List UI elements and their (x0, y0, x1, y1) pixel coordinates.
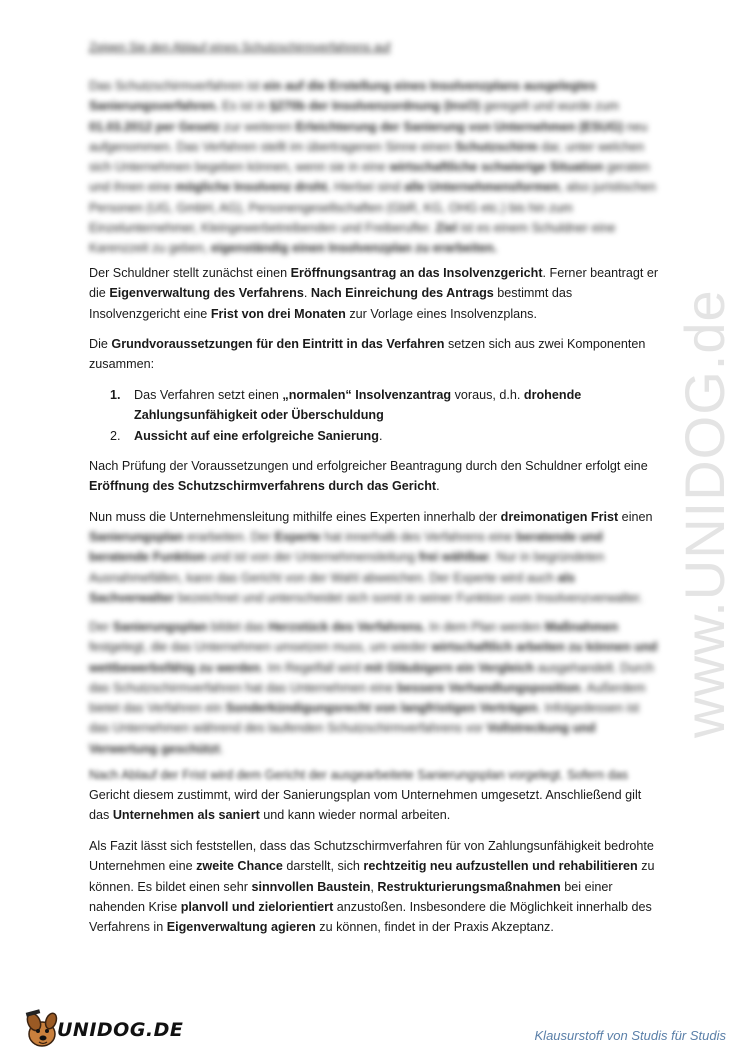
text-run: , also juristischen Personen (UG, GmbH, AG), Personengesellschaften (GbR, KG, OHG etc.) bis hin zum Einzelunternehmer, Kleingewerbetreibenden und Freiberufler. (89, 180, 656, 236)
bold-text: Sanierungsplan (89, 530, 184, 544)
text-run: In dem Plan werden (425, 620, 545, 634)
text-run: Als Fazit lässt sich feststellen, dass das Schutzschirmverfahren für von Zahlungsunfähigkeit bedrohte Unternehmen eine (89, 839, 654, 874)
text-run: festgelegt, die das Unternehmen umsetzen muss, um wieder (89, 640, 432, 655)
paragraph-fristablauf-visible (89, 785, 659, 826)
bold-text: Sanierungsplan (112, 620, 208, 634)
paragraph-sanierungsplan-blurred (89, 617, 659, 759)
paragraph-experte-blurred (89, 527, 659, 608)
bold-text: dreimonatigen Frist (500, 510, 619, 524)
text-run: Hierbei sind (330, 180, 404, 195)
bold-text: mögliche Insolvenz droht. (175, 180, 331, 195)
text-run: hat innerhalb des Verfahrens eine (320, 530, 517, 544)
text-run: Es ist in (218, 99, 270, 114)
dog-logo-icon (22, 1007, 62, 1049)
text-run: anzustoßen. Insbesondere die Möglichkeit innerhalb des Verfahrens in (89, 899, 652, 935)
paragraph-experte-visible (89, 507, 659, 527)
bold-text: als Sachverwalter (89, 570, 576, 605)
text-run: Die (89, 337, 112, 351)
text-run: . Im Regelfall wird (260, 660, 365, 675)
text-run: . Außerdem bietet das Verfahren ein (89, 680, 646, 716)
text-run: . (219, 741, 224, 756)
bold-text: drohende Zahlungsunfähigkeit oder Überschuldung (134, 388, 582, 423)
bold-text: „normalen“ Insolvenzantrag (282, 388, 452, 402)
bold-text: mit Gläubigern ein Vergleich (364, 660, 535, 675)
text-run: . (378, 428, 383, 443)
text-run: geregelt und wurde zum (480, 99, 619, 114)
bold-text: 01.03.2012 per Gesetz (89, 119, 220, 134)
paragraph-intro-blurred (89, 76, 659, 259)
text-run: . Ferner beantragt er die (89, 266, 659, 301)
text-run: bestimmt das Insolvenzgericht eine (89, 286, 573, 321)
paragraph-eroeffnung (89, 456, 659, 497)
text-run: Das Verfahren setzt einen (134, 388, 283, 402)
bold-text: Frist von drei Monaten (210, 306, 346, 321)
list-item-number: 1. (110, 388, 121, 402)
bold-text: Maßnahmen (544, 620, 619, 634)
list-item (110, 426, 660, 446)
text-run: setzen sich aus zwei Komponenten zusammen: (89, 337, 646, 372)
bold-text: Eröffnung des Schutzschirmverfahrens durch das Gericht (89, 479, 437, 494)
bold-text: Erleichterung der Sanierung von Unternehmen (ESUG) (295, 119, 624, 134)
bold-text: eigenständig einen Insolvenzplan zu erarbeiten. (210, 241, 498, 256)
bold-text: frei wählbar (418, 550, 490, 565)
text-run: bildet das (207, 620, 269, 634)
bold-text: planvoll und zielorientiert (180, 899, 334, 914)
text-run: bei einer nahenden Krise (89, 879, 613, 914)
text-run: einen (618, 510, 653, 524)
bold-text: Experte (274, 530, 321, 544)
requirements-list (110, 385, 660, 446)
text-run: . Nur in begründeten Ausnahmefällen, kann das Gericht von der Wahl abweichen. Der Experte wird auch (89, 550, 605, 585)
text-run: voraus, d.h. (451, 388, 524, 402)
bold-text: Ziel (435, 221, 458, 236)
bold-text: ein auf die Erstellung eines Insolvenzplans ausgelegtes Sanierungsverfahren. (89, 79, 597, 114)
paragraph-grundvoraussetzungen (89, 334, 659, 375)
bold-text: Grundvoraussetzungen für den Eintritt in das Verfahren (111, 337, 445, 351)
bold-text: wirtschaftlich arbeiten zu können und wettbewerbsfähig zu werden (89, 640, 658, 675)
text-run: ausgehandelt. Durch das Schutzschirmverfahren hat das Unternehmen eine (89, 660, 654, 695)
watermark: www.UNIDOG.de (673, 289, 736, 738)
list-item-number: 2. (110, 428, 121, 443)
bold-text: alle Unternehmensformen (403, 180, 560, 195)
text-run: , (370, 879, 378, 894)
text-run: geraten und ihnen eine (89, 160, 650, 195)
text-run: darstellt, sich (282, 859, 364, 874)
list-item-text (134, 429, 382, 443)
text-run: zur weiteren (219, 119, 296, 134)
logo-text: UNIDOG.DE (57, 1019, 184, 1041)
text-run: neu aufgenommen. Das Verfahren stellt im übertragenen Sinne einen (89, 119, 648, 154)
text-run: zu können, findet in der Praxis Akzeptanz. (315, 920, 554, 935)
bold-text: zweite Chance (196, 859, 283, 874)
text-run: zu können. Es bildet einen sehr (89, 859, 655, 894)
paragraph-fazit (89, 836, 659, 937)
text-run: dar, unter welchen sich Unternehmen begeben können, wenn sie in eine (89, 139, 645, 175)
paragraph-antrag (89, 263, 659, 324)
text-run: ist es einem Schuldner eine Karenzzeit zu geben, (89, 221, 616, 256)
bold-text: Eröffnungsantrag an das Insolvenzgericht (290, 266, 543, 280)
bold-text: Eigenverwaltung agieren (166, 920, 316, 935)
bold-text: wirtschaftliche schwierige Situation (389, 160, 604, 175)
text-run: Der (89, 620, 113, 634)
bold-text: Restrukturierungsmaßnahmen (377, 879, 561, 894)
bold-text: beratende und beratende Funktion (89, 530, 603, 565)
text-run: bezeichnet und unterscheidet sich somit in seiner Funktion vom Insolvenzverwalter. (174, 590, 643, 605)
text-run: und kann wieder normal arbeiten. (259, 808, 451, 823)
bold-text: Unternehmen als saniert (112, 808, 260, 823)
bold-text: rechtzeitig neu aufzustellen und rehabilitieren (363, 859, 638, 874)
bold-text: Aussicht auf eine erfolgreiche Sanierung (134, 428, 379, 443)
text-run: Nun muss die Unternehmensleitung mithilfe eines Experten innerhalb der (89, 510, 501, 524)
bold-text: sinnvollen Baustein (251, 879, 371, 894)
text-run: Das Schutzschirmverfahren ist (89, 79, 264, 93)
bold-text: §270b der Insolvenzordnung (InsO) (269, 99, 481, 114)
unidog-logo (22, 1007, 184, 1049)
text-run: . (303, 286, 311, 301)
paragraph-fristablauf-blurred: Nach Ablauf der Frist wird dem Gericht der ausgearbeitete Sanierungsplan vorgelegt. Sofern das (89, 768, 629, 782)
bold-text: Herzstück des Verfahrens. (268, 620, 426, 634)
bold-text: Eigenverwaltung des Verfahrens (109, 286, 304, 301)
bold-text: Schutzschirm (455, 139, 538, 154)
list-item (110, 385, 660, 426)
text-run: erarbeiten. Der (183, 530, 275, 544)
text-run: zur Vorlage eines Insolvenzplans. (345, 306, 537, 321)
text-run: . Infolgedessen ist das Unternehmen während des laufenden Schutzschirmverfahrens vor (89, 701, 640, 736)
text-run: Gericht diesem zustimmt, wird der Sanierungsplan vom Unternehmen umgesetzt. Anschließend gilt das (89, 788, 642, 823)
document-heading: Zeigen Sie den Ablauf eines Schutzschirmverfahrens auf (89, 40, 391, 54)
bold-text: bessere Verhandlungsposition (397, 680, 581, 695)
bold-text: Sonderkündigungsrecht von langfristigen Verträgen (225, 701, 538, 716)
list-item-text (134, 388, 581, 422)
text-run: Nach Prüfung der Voraussetzungen und erfolgreicher Beantragung durch den Schuldner erfolgt eine (89, 459, 648, 473)
text-run: Der Schuldner stellt zunächst einen (89, 266, 291, 280)
bold-text: Nach Einreichung des Antrags (310, 286, 494, 301)
bold-text: Vollstreckung und Verwertung geschützt (89, 721, 596, 756)
text-run: und ist von der Unternehmensleitung (205, 550, 419, 565)
text-run: . (436, 479, 440, 494)
footer-slogan: Klausurstoff von Studis für Studis (534, 1028, 726, 1043)
